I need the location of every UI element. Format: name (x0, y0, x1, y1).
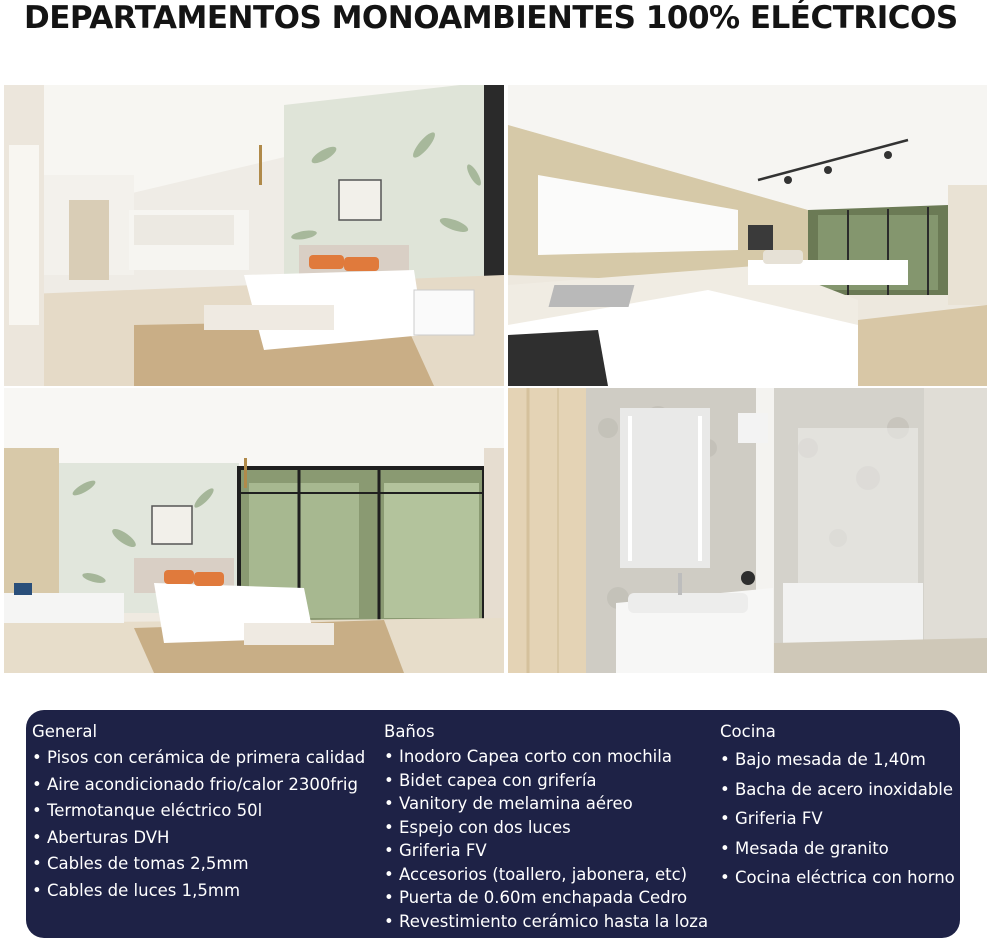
list-item: • Termotanque eléctrico 50l (32, 798, 365, 825)
list-item: • Griferia FV (720, 804, 955, 834)
list-item: • Vanitory de melamina aéreo (384, 792, 708, 816)
list-item: • Accesorios (toallero, jabonera, etc) (384, 863, 708, 887)
specs-column-general (32, 722, 365, 904)
specs-heading-cocina: Cocina (720, 722, 776, 741)
list-item: • Bajo mesada de 1,40m (720, 745, 955, 775)
list-item: • Aire acondicionado frio/calor 2300frig (32, 772, 365, 799)
list-item: • Bidet capea con grifería (384, 769, 708, 793)
list-item: • Cables de luces 1,5mm (32, 878, 365, 905)
list-item: • Mesada de granito (720, 834, 955, 864)
specs-heading-banos: Baños (384, 722, 435, 741)
specs-column-banos (384, 722, 708, 933)
specs-column-cocina (720, 722, 955, 893)
bedroom-window-photo (4, 388, 504, 673)
list-item: • Puerta de 0.60m enchapada Cedro (384, 886, 708, 910)
list-item: • Inodoro Capea corto con mochila (384, 745, 708, 769)
bathroom-photo (508, 388, 987, 673)
specs-panel (26, 710, 960, 938)
list-item: • Aberturas DVH (32, 825, 365, 852)
list-item: • Espejo con dos luces (384, 816, 708, 840)
list-item: • Pisos con cerámica de primera calidad (32, 745, 365, 772)
list-item: • Griferia FV (384, 839, 708, 863)
list-item: • Cables de tomas 2,5mm (32, 851, 365, 878)
specs-heading-general: General (32, 722, 98, 741)
page-title: DEPARTAMENTOS MONOAMBIENTES 100% ELÉCTRICOS (24, 0, 958, 36)
kitchen-photo (508, 85, 987, 386)
list-item: • Cocina eléctrica con horno (720, 863, 955, 893)
list-item: • Bacha de acero inoxidable (720, 775, 955, 805)
list-item: • Revestimiento cerámico hasta la loza (384, 910, 708, 934)
bedroom-photo (4, 85, 504, 386)
